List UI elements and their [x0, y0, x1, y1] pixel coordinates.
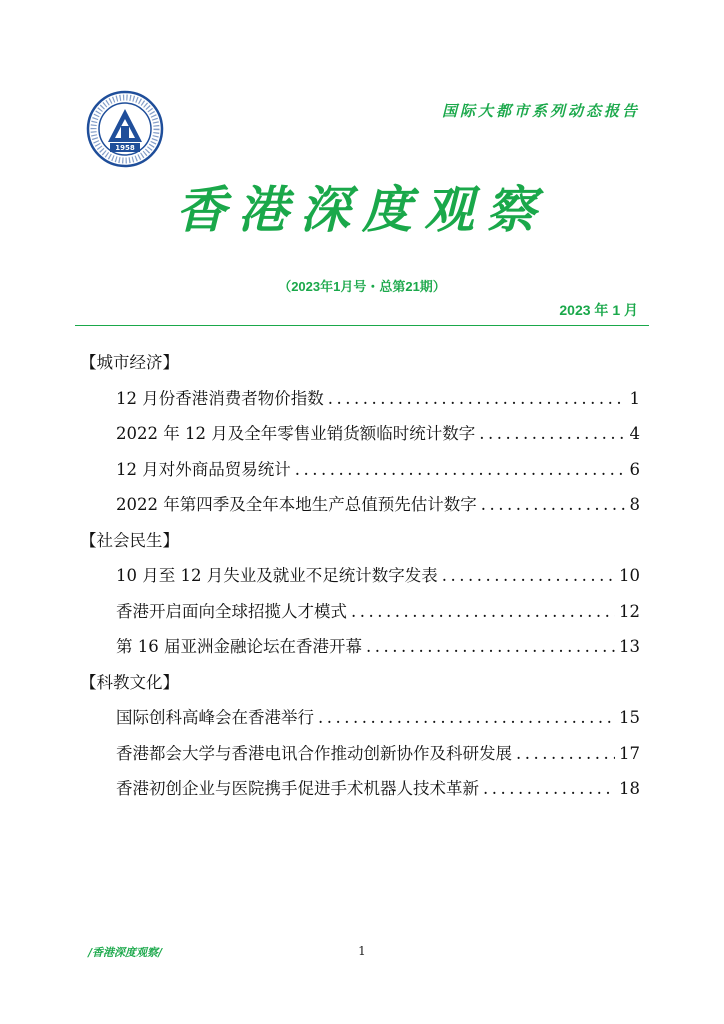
toc-section-heading: 【科教文化】 [80, 672, 179, 692]
toc-leader-dots [295, 452, 626, 488]
toc-entry-page: 10 [619, 566, 640, 585]
toc-entry-title: 12 月份香港消费者物价指数 [116, 388, 324, 408]
toc-entry[interactable] [80, 487, 640, 523]
toc-entry-title: 国际创科高峰会在香港举行 [116, 708, 314, 727]
toc-entry-title: 第 16 届亚洲金融论坛在香港开幕 [116, 637, 362, 656]
report-series: 国际大都市系列动态报告 [441, 102, 640, 120]
toc-entry[interactable] [80, 700, 640, 736]
toc-entry-title: 10 月至 12 月失业及就业不足统计数字发表 [116, 566, 438, 585]
toc-entry-page: 12 [619, 601, 640, 621]
toc-entry[interactable] [80, 736, 640, 772]
toc-entry-page: 13 [619, 637, 640, 656]
toc-leader-dots [516, 736, 615, 772]
toc-entry-page: 8 [629, 495, 640, 514]
toc-entry-page: 6 [629, 459, 640, 479]
toc-leader-dots [318, 700, 615, 736]
table-of-contents [80, 345, 640, 807]
header-divider [75, 325, 649, 326]
toc-leader-dots [351, 594, 615, 630]
toc-section-heading: 【社会民生】 [80, 530, 179, 550]
toc-entry[interactable] [80, 771, 640, 807]
footer-publication-name: /香港深度观察/ [88, 946, 163, 959]
toc-entry-title: 12 月对外商品贸易统计 [116, 459, 291, 479]
footer-page-number: 1 [358, 944, 366, 958]
toc-entry[interactable] [80, 629, 640, 665]
toc-entry-title: 2022 年第四季及全年本地生产总值预先估计数字 [116, 495, 477, 514]
page-title: 香港深度观察 [176, 180, 548, 239]
toc-entry-title: 香港初创企业与医院携手促进手术机器人技术革新 [116, 779, 479, 798]
toc-leader-dots [483, 771, 615, 807]
toc-entry-page: 17 [619, 743, 640, 763]
svg-text:1958: 1958 [115, 144, 135, 152]
academy-logo [86, 90, 164, 168]
toc-leader-dots [366, 629, 615, 665]
toc-entry-title: 2022 年 12 月及全年零售业销货额临时统计数字 [116, 424, 476, 443]
toc-entry-page: 1 [629, 388, 640, 408]
toc-section-heading: 【城市经济】 [80, 353, 179, 372]
toc-leader-dots [481, 487, 626, 523]
toc-entry[interactable] [80, 558, 640, 594]
toc-entry[interactable] [80, 416, 640, 452]
issue-number: （2023年1月号・总第21期） [278, 279, 446, 294]
toc-leader-dots [328, 381, 626, 417]
toc-leader-dots [442, 558, 615, 594]
toc-entry-title: 香港都会大学与香港电讯合作推动创新协作及科研发展 [116, 743, 512, 763]
toc-entry[interactable] [80, 381, 640, 417]
toc-entry[interactable] [80, 594, 640, 630]
toc-entry-page: 4 [629, 424, 640, 443]
toc-entry-page: 15 [619, 708, 640, 727]
toc-entry-title: 香港开启面向全球招揽人才模式 [116, 601, 347, 621]
toc-entry[interactable] [80, 452, 640, 488]
issue-date: 2023 年 1 月 [559, 302, 638, 318]
toc-entry-page: 18 [619, 779, 640, 798]
toc-leader-dots [479, 416, 625, 452]
